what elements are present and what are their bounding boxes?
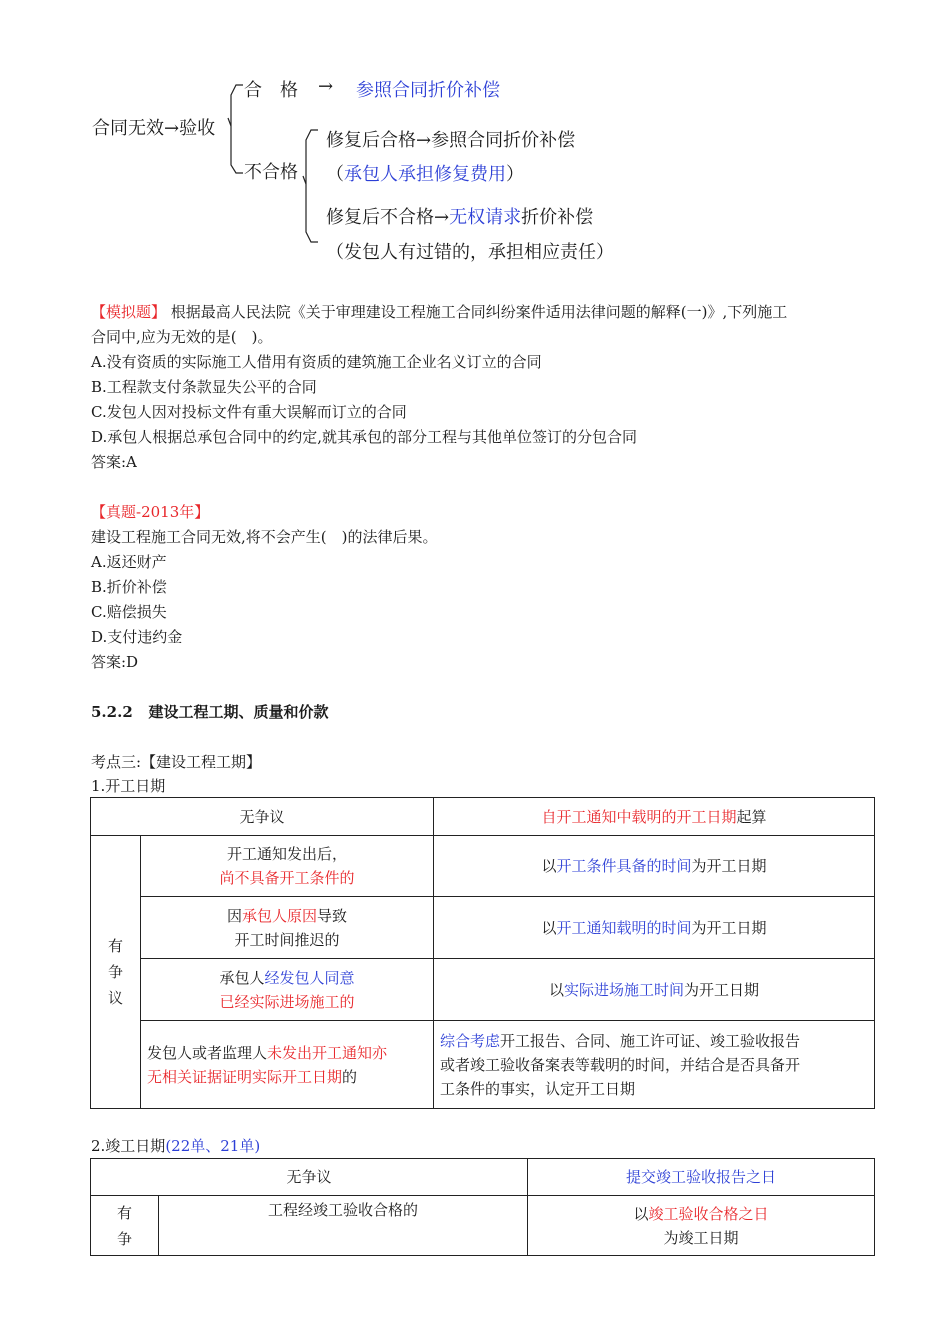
q2-option-c: C.赔偿损失 xyxy=(91,603,167,621)
row3-condition: 承包人经发包人同意 已经实际进场施工的 xyxy=(141,959,434,1021)
diagram-fail-label: 不合格 xyxy=(244,162,298,183)
completion-undisputed-value: 提交竣工验收报告之日 xyxy=(528,1159,875,1196)
completion-disputed-label: 有 争 xyxy=(91,1196,159,1256)
q2-option-a: A.返还财产 xyxy=(91,553,167,571)
diagram-repaired-fail-note: （发包人有过错的，承担相应责任） xyxy=(326,242,614,263)
q2-tag: 【真题-2013年】 xyxy=(91,503,210,521)
undisputed-label: 无争议 xyxy=(91,798,434,836)
q2-stem: 建设工程施工合同无效,将不会产生( )的法律后果。 xyxy=(91,528,438,546)
row1-result: 以开工条件具备的时间为开工日期 xyxy=(434,836,875,897)
q1-option-a: A.没有资质的实际施工人借用有资质的建筑施工企业名义订立的合同 xyxy=(91,353,542,371)
row1-condition: 开工通知发出后， 尚不具备开工条件的 xyxy=(141,836,434,897)
disputed-label: 有 争 议 xyxy=(91,836,141,1109)
undisputed-value: 自开工通知中载明的开工日期起算 xyxy=(434,798,875,836)
q1-option-c: C.发包人因对投标文件有重大误解而订立的合同 xyxy=(91,403,407,421)
diagram-repaired-pass: 修复后合格→参照合同折价补偿 xyxy=(326,130,576,151)
row4-result: 综合考虑开工报告、合同、施工许可证、竣工验收报告 或者竣工验收备案表等载明的时间，并结合是否具备开 工条件的事实，认定开工日期 xyxy=(434,1021,875,1109)
table-row xyxy=(91,798,875,836)
diagram-pass-label: 合 格 xyxy=(244,80,298,101)
point3-heading: 考点三:【建设工程工期】 xyxy=(91,753,262,771)
table-row xyxy=(91,897,875,959)
table-row xyxy=(91,836,875,897)
completion-date-heading: 2.竣工日期(22单、21单) xyxy=(91,1137,261,1155)
q1-answer: 答案:A xyxy=(91,453,137,471)
start-date-heading: 1.开工日期 xyxy=(91,777,166,795)
start-date-table xyxy=(90,797,875,1109)
q1-stem-line2: 合同中,应为无效的是( )。 xyxy=(91,328,273,346)
table-row xyxy=(91,1159,875,1196)
q1-option-d: D.承包人根据总承包合同中的约定,就其承包的部分工程与其他单位签订的分包合同 xyxy=(91,428,638,446)
q1-option-b: B.工程款支付条款显失公平的合同 xyxy=(91,378,317,396)
diagram-pass-arrow: → xyxy=(318,76,334,97)
row2-condition: 因承包人原因导致 开工时间推迟的 xyxy=(141,897,434,959)
completion-row1-condition: 工程经竣工验收合格的 xyxy=(159,1196,528,1256)
diagram-repaired-fail: 修复后不合格→无权请求折价补偿 xyxy=(326,207,594,228)
completion-date-table xyxy=(90,1158,875,1256)
completion-undisputed-label: 无争议 xyxy=(91,1159,528,1196)
table-row xyxy=(91,959,875,1021)
q2-answer: 答案:D xyxy=(91,653,139,671)
q1-stem-line1: 【模拟题】 根据最高人民法院《关于审理建设工程施工合同纠纷案件适用法律问题的解释(一)》,下列施工 xyxy=(91,303,788,321)
q2-option-b: B.折价补偿 xyxy=(91,578,167,596)
q2-option-d: D.支付违约金 xyxy=(91,628,183,646)
diagram-root: 合同无效→验收 xyxy=(92,118,216,139)
row3-result: 以实际进场施工时间为开工日期 xyxy=(434,959,875,1021)
table-row xyxy=(91,1196,875,1256)
table-row xyxy=(91,1021,875,1109)
completion-row1-result: 以竣工验收合格之日 为竣工日期 xyxy=(528,1196,875,1256)
section-heading: 5.2.2 建设工程工期、质量和价款 xyxy=(91,703,329,721)
row4-condition: 发包人或者监理人未发出开工通知亦 无相关证据证明实际开工日期的 xyxy=(141,1021,434,1109)
diagram-repaired-pass-note: （承包人承担修复费用） xyxy=(326,164,524,185)
row2-result: 以开工通知载明的时间为开工日期 xyxy=(434,897,875,959)
diagram-pass-result: 参照合同折价补偿 xyxy=(356,80,500,101)
